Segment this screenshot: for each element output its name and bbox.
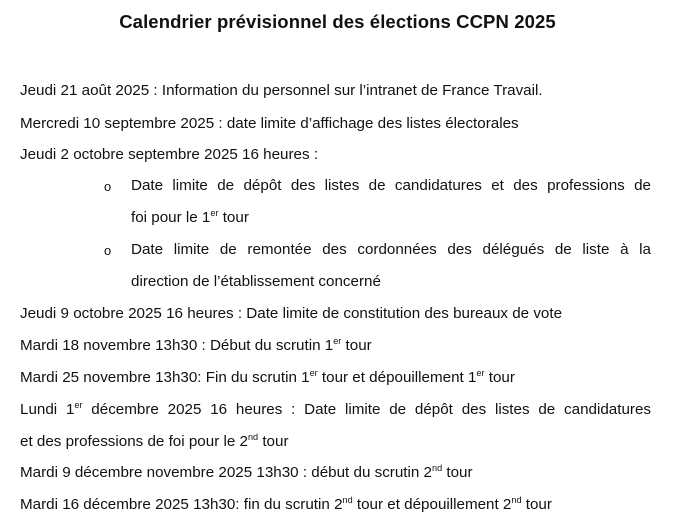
entry-text: Jeudi 21 août 2025 : Information du personnel sur l’intranet de France Travail. — [20, 82, 543, 99]
bullet-item-lists-deposit-line2: foi pour le 1er tour — [131, 207, 249, 226]
page-title: Calendrier prévisionnel des élections CCPN 2025 — [119, 11, 556, 32]
calendar-entry-second-round-lists-line1: Lundi 1er décembre 2025 16 heures : Date limite de dépôt des listes de candidatures — [20, 399, 652, 418]
entry-text: Jeudi 9 octobre 2025 16 heures : Date limite de constitution des bureaux de vote — [20, 305, 563, 322]
calendar-entry-october-deadline — [20, 145, 318, 165]
bullet-item-lists-deposit-line1: Date limite de dépôt des listes de candidatures et des professions de — [131, 177, 651, 194]
calendar-entry-first-round-start: Mardi 18 novembre 13h30 : Début du scrutin 1er tour — [20, 335, 372, 354]
calendar-entry-second-round-start: Mardi 9 décembre novembre 2025 13h30 : début du scrutin 2nd tour — [20, 462, 473, 481]
bullet-circle-icon: o — [104, 179, 112, 194]
calendar-entry-voting-offices — [20, 304, 562, 324]
calendar-entry-second-round-lists-line2: et des professions de foi pour le 2nd tour — [20, 431, 289, 450]
bullet-circle-icon: o — [104, 243, 112, 258]
entry-text: Jeudi 2 octobre septembre 2025 16 heures : — [20, 146, 319, 163]
entry-text: Mercredi 10 septembre 2025 : date limite d’affichage des listes électorales — [20, 115, 519, 132]
calendar-entry-first-round-end: Mardi 25 novembre 13h30: Fin du scrutin 1er tour et dépouillement 1er tour — [20, 367, 515, 386]
calendar-entry-intranet-information — [20, 81, 543, 101]
bullet-item-delegates-coordinates-line1: Date limite de remontée des cordonnées des délégués de liste à la — [131, 241, 651, 258]
calendar-entry-second-round-end: Mardi 16 décembre 2025 13h30: fin du scrutin 2nd tour et dépouillement 2nd tour — [20, 494, 552, 513]
bullet-item-delegates-coordinates-line2: direction de l’établissement concerné — [131, 273, 381, 290]
calendar-entry-list-posting — [20, 114, 519, 134]
